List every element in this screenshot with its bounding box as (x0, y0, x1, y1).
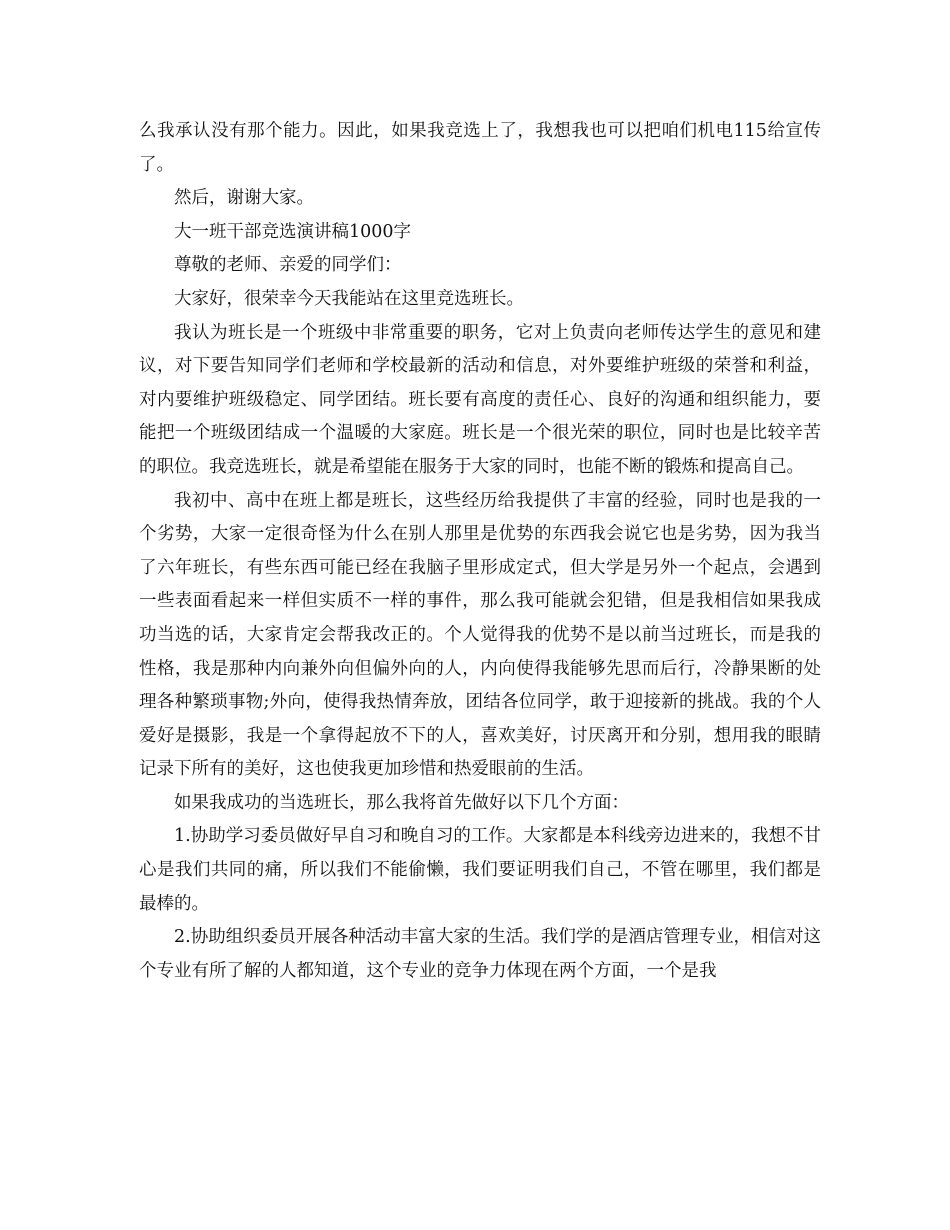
paragraph: 如果我成功的当选班长，那么我将首先做好以下几个方面： (174, 792, 629, 813)
list-item: 2.协助组织委员开展各种活动丰富大家的生活。我们学的是酒店管理专业，相信对这个专业有所了解的人都知道，这个专业的竞争力体现在两个方面，一个是我 (139, 927, 821, 981)
document-body (139, 115, 821, 988)
paragraph: 我认为班长是一个班级中非常重要的职务，它对上负责向老师传达学生的意见和建议，对下要告知同学们老师和学校最新的活动和信息，对外要维护班级的荣誉和利益，对内要维护班级稳定、同学团结。班长要有高度的责任心、良好的沟通和组织能力，要能把一个班级团结成一个温暖的大家庭。班长是一个很光荣的职位，同时也是比较辛苦的职位。我竞选班长，就是希望能在服务于大家的同时，也能不断的锻炼和提高自己。 (139, 322, 821, 477)
section-title: 大一班干部竞选演讲稿1000字 (174, 221, 412, 242)
paragraph: 我初中、高中在班上都是班长，这些经历给我提供了丰富的经验，同时也是我的一个劣势，大家一定很奇怪为什么在别人那里是优势的东西我会说它也是劣势，因为我当了六年班长，有些东西可能已经在我脑子里形成定式，但大学是另外一个起点，会遇到一些表面看起来一样但实质不一样的事件，那么我可能就会犯错，但是我相信如果我成功当选的话，大家肯定会帮我改正的。个人觉得我的优势不是以前当过班长，而是我的性格，我是那种内向兼外向但偏外向的人，内向使得我能够先思而后行，冷静果断的处理各种繁琐事物;外向，使得我热情奔放，团结各位同学，敢于迎接新的挑战。我的个人爱好是摄影，我是一个拿得起放不下的人，喜欢美好，讨厌离开和分别，想用我的眼睛记录下所有的美好，这也使我更加珍惜和热爱眼前的生活。 (139, 490, 821, 780)
paragraph: 大家好，很荣幸今天我能站在这里竞选班长。 (174, 288, 524, 309)
paragraph: 么我承认没有那个能力。因此，如果我竞选上了，我想我也可以把咱们机电115给宣传了。 (139, 121, 821, 175)
paragraph: 然后，谢谢大家。 (174, 188, 314, 209)
salutation: 尊敬的老师、亲爱的同学们： (174, 255, 402, 276)
list-item: 1.协助学习委员做好早自习和晚自习的工作。大家都是本科线旁边进来的，我想不甘心是我们共同的痛，所以我们不能偷懒，我们要证明我们自己，不管在哪里，我们都是最棒的。 (139, 826, 821, 914)
